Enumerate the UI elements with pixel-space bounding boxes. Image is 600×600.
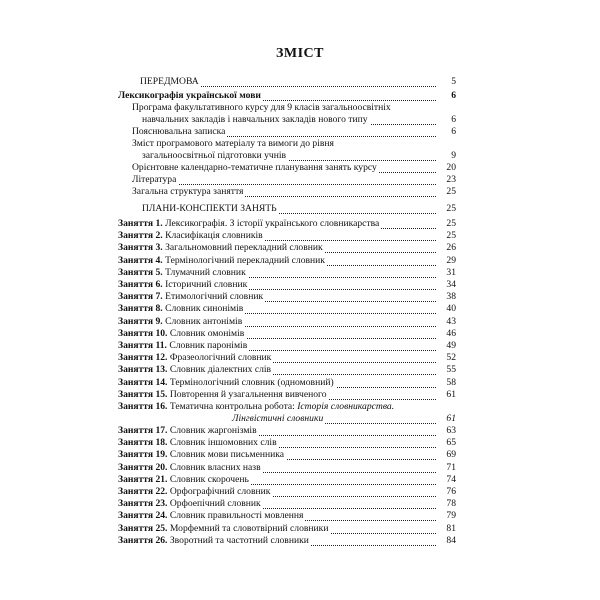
toc-entry-lesson[interactable] (118, 316, 456, 328)
page-title: ЗМІСТ (276, 46, 324, 61)
toc-page-number: 40 (446, 303, 456, 315)
toc-page-number: 69 (446, 449, 456, 461)
lesson-title: Лексикографія. З історії українського словникарства (165, 218, 380, 229)
toc-page-number: 61 (446, 413, 456, 424)
toc-entry-program[interactable] (142, 114, 456, 126)
toc-entry-label: Лексикографія української мови (118, 90, 261, 101)
lesson-title: Термінологічний словник (одномовний) (169, 376, 334, 388)
toc-page-number: 61 (446, 388, 456, 400)
lesson-title: Зворотний та частотний словники (169, 534, 309, 546)
toc-entry-content[interactable] (142, 150, 456, 162)
lesson-number: Заняття 13. (118, 364, 168, 376)
toc-page-number: 63 (446, 425, 456, 436)
lesson-title: Словник паронімів (169, 340, 248, 351)
toc-page-number: 29 (446, 254, 456, 266)
toc-entry-label: Орієнтовне календарно-тематичне планування занять курсу (132, 162, 377, 173)
toc-page-number: 6 (451, 126, 456, 137)
toc-entry-lesson[interactable] (118, 535, 456, 547)
lesson-number: Заняття 19. (118, 449, 168, 461)
lesson-title: Орфоепічний словник (169, 498, 261, 510)
toc-page-number: 5 (451, 76, 456, 87)
lesson-number: Заняття 14. (118, 376, 168, 388)
lesson-number: Заняття 15. (118, 388, 168, 400)
toc-page-number: 38 (446, 291, 456, 303)
toc-page-number: 76 (446, 486, 456, 497)
lesson-number: Заняття 26. (118, 534, 168, 546)
toc-entry-lesson[interactable] (118, 328, 456, 340)
lesson-number: Заняття 4. (118, 254, 163, 266)
lesson-title: Словник діалектних слів (169, 364, 272, 376)
lesson-number: Заняття 21. (118, 473, 168, 485)
toc-entry-lesson[interactable] (118, 474, 456, 486)
lesson-title: Фразеологічний словник (169, 352, 272, 364)
toc-page-number: 71 (446, 461, 456, 473)
toc-page-number: 79 (446, 510, 456, 522)
toc-entry-lesson[interactable] (118, 486, 456, 498)
lesson-number: Заняття 5. (118, 266, 163, 278)
toc-entry-literature[interactable] (132, 174, 456, 186)
lesson-title: Тлумачний словник (165, 266, 246, 278)
toc-entry-lesson[interactable] (118, 389, 456, 401)
toc-page-number: 78 (446, 498, 456, 510)
toc-entry-explanatory-note[interactable] (132, 126, 456, 138)
lesson-number: Заняття 24. (118, 510, 168, 522)
toc-page-number: 23 (446, 174, 456, 185)
toc-entry-lexicography[interactable] (118, 90, 456, 102)
toc-page-number: 52 (446, 352, 456, 364)
toc-entry-lesson[interactable] (118, 364, 456, 376)
toc-entry-calendar[interactable] (132, 162, 456, 174)
toc-page-number: 20 (446, 162, 456, 173)
lesson-title: Словник антонімів (165, 315, 243, 327)
toc-page-number: 65 (446, 437, 456, 449)
toc-page-number: 46 (446, 327, 456, 339)
lesson-number: Заняття 23. (118, 498, 168, 510)
toc-page-number: 84 (446, 534, 456, 546)
lesson-number: Заняття 1. (118, 218, 163, 229)
toc-page-number: 74 (446, 473, 456, 485)
lesson-number: Заняття 2. (118, 230, 163, 242)
toc-page-number: 31 (446, 266, 456, 278)
toc-entry-label: Пояснювальна записка (132, 126, 226, 137)
toc-entry-lesson-16-line2[interactable] (232, 413, 456, 425)
toc-entry-lesson[interactable] (118, 255, 456, 267)
toc-entry-label: Література (132, 174, 177, 185)
lesson-number: Заняття 18. (118, 437, 168, 449)
lesson-title: Словник омонімів (169, 327, 245, 339)
lesson-title: Історичний словник (165, 279, 248, 290)
toc-entry-lesson[interactable] (118, 291, 456, 303)
toc-entry-lesson[interactable] (118, 510, 456, 522)
toc-page-number: 43 (446, 315, 456, 327)
lesson-title: Словник синонімів (165, 303, 244, 315)
lesson-number: Заняття 7. (118, 291, 163, 303)
lesson-number: Заняття 11. (118, 340, 167, 351)
lesson-number: Заняття 25. (118, 522, 168, 534)
lesson-number: Заняття 3. (118, 242, 163, 254)
toc-entry-label: ПЕРЕДМОВА (140, 76, 199, 87)
toc-page-number: 25 (446, 218, 456, 229)
lesson-title: Термінологічний перекладний словник (165, 254, 325, 266)
lesson-title: Класифікація словників (165, 230, 263, 242)
lesson-number: Заняття 10. (118, 327, 168, 339)
toc-entry-lesson[interactable] (118, 230, 456, 242)
lesson-title: Словник скорочень (169, 473, 249, 485)
lesson-number: Заняття 20. (118, 461, 168, 473)
toc-entry-program-line1: Програма факультативного курсу для 9 класів загальноосвітніх (132, 102, 391, 113)
lesson-title: Етимологічний словник (165, 291, 264, 303)
toc-entry-lesson[interactable] (118, 462, 456, 474)
lesson-title: Загальномовний перекладний словник (165, 242, 323, 254)
toc-entry-label: загальноосвітньої підготовки учнів (142, 150, 287, 161)
lesson-number: Заняття 8. (118, 303, 163, 315)
lesson-title: Тематична контрольна робота: (169, 401, 295, 412)
toc-entry-lesson-16[interactable] (118, 401, 456, 413)
toc-page-number: 26 (446, 242, 456, 254)
toc-entry-lesson[interactable] (118, 449, 456, 461)
toc-entry-lesson[interactable] (118, 437, 456, 449)
toc-entry-lesson[interactable] (118, 279, 456, 291)
toc-entry-lesson[interactable] (118, 352, 456, 364)
lesson-title: Словник власних назв (169, 461, 261, 473)
lesson-number: Заняття 12. (118, 352, 168, 364)
toc-entry-plans[interactable] (142, 203, 456, 215)
lesson-title: Повторення й узагальнення вивченого (169, 388, 327, 400)
toc-entry-lesson[interactable] (118, 498, 456, 510)
toc-page-number: 25 (446, 230, 456, 242)
toc-page-number: 58 (446, 376, 456, 388)
lesson-title: Морфемний та словотвірний словники (169, 522, 329, 534)
toc-page-number: 9 (451, 150, 456, 161)
lesson-number: Заняття 9. (118, 315, 163, 327)
lesson-number: Заняття 17. (118, 425, 168, 436)
toc-entry-structure[interactable] (132, 186, 456, 198)
toc-entry-lesson[interactable] (118, 425, 456, 437)
toc-entry-label: Загальна структура заняття (132, 186, 244, 197)
toc-page-number: 81 (446, 522, 456, 534)
lesson-title: Орфографічний словник (169, 486, 271, 497)
toc-page-number: 25 (446, 203, 456, 214)
lesson-number: Заняття 22. (118, 486, 168, 497)
toc-entry-lesson[interactable] (118, 340, 456, 352)
lesson-title: Словник правильності мовлення (169, 510, 304, 522)
lesson-title: Словник жаргонізмів (169, 425, 257, 436)
toc-entry-content-line1: Зміст програмового матеріалу та вимоги до рівня (132, 138, 334, 149)
toc-page-number: 49 (446, 340, 456, 351)
toc-entry-lesson[interactable] (118, 267, 456, 279)
lesson-number: Заняття 6. (118, 279, 163, 290)
toc-entry-lesson[interactable] (118, 303, 456, 315)
toc-page-number: 25 (446, 186, 456, 197)
toc-page-number: 55 (446, 364, 456, 376)
lesson-title-italic: Історія словникарства. (297, 401, 395, 412)
toc-page-number: 6 (451, 90, 456, 101)
toc-entry-preface[interactable] (140, 76, 456, 88)
lesson-title: Словник іншомовних слів (169, 437, 277, 449)
lesson-title: Словник мови письменника (169, 449, 285, 461)
toc-page-number: 6 (451, 114, 456, 125)
toc-entry-label: навчальних закладів і навчальних закладів нового типу (142, 114, 368, 125)
lesson-title-italic-line2: Лінгвістичні словники (232, 413, 324, 424)
toc-entry-lesson[interactable] (118, 377, 456, 389)
lesson-number: Заняття 16. (118, 401, 168, 412)
toc-entry-lesson[interactable] (118, 523, 456, 535)
toc-entry-label: ПЛАНИ-КОНСПЕКТИ ЗАНЯТЬ (142, 203, 277, 214)
toc-page-number: 34 (446, 279, 456, 290)
toc-entry-lesson[interactable] (118, 218, 456, 230)
toc-entry-lesson[interactable] (118, 242, 456, 254)
